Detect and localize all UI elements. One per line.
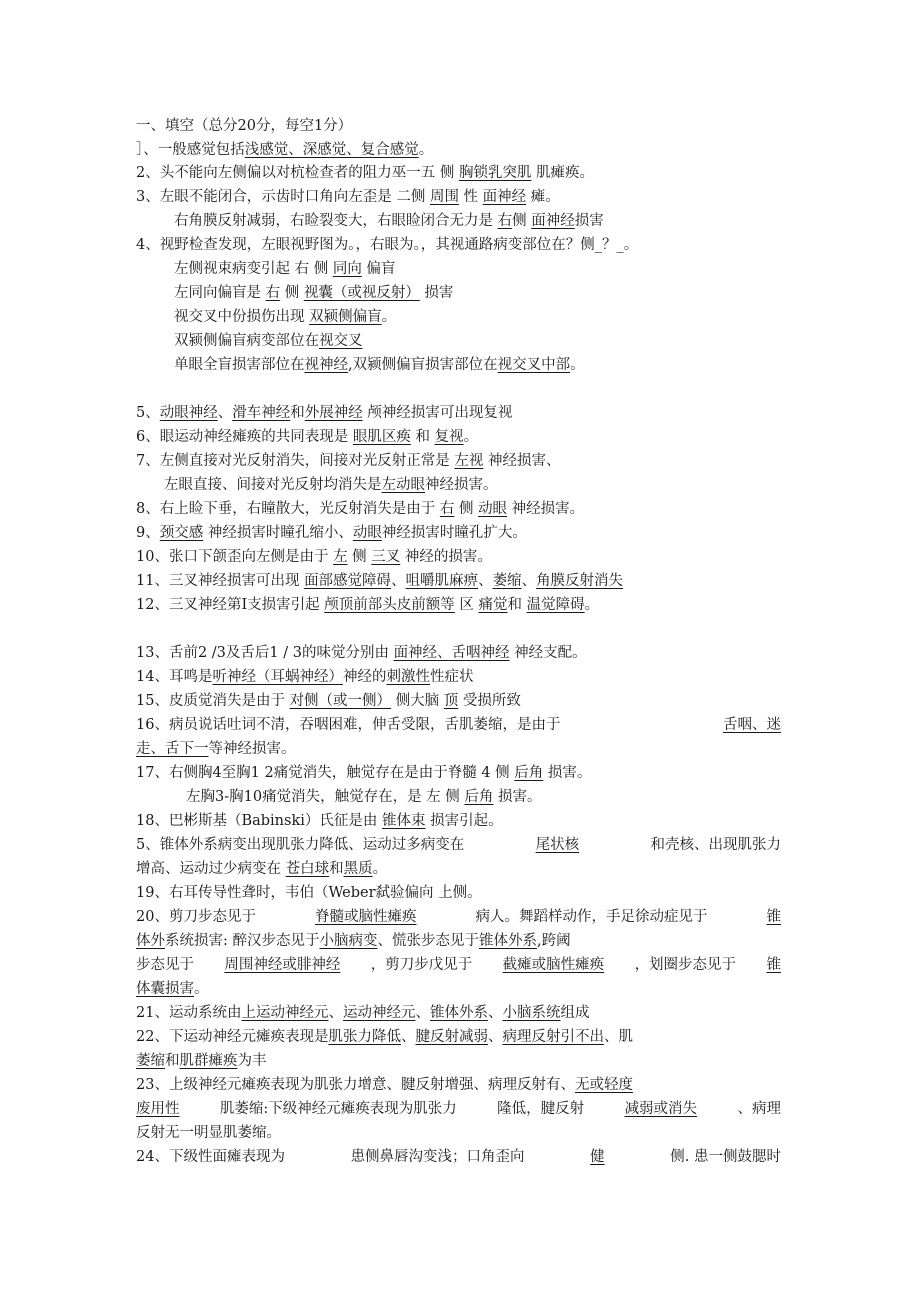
- text-line: [136, 955, 781, 975]
- answer-blank: 黑质: [343, 861, 373, 877]
- text-segment: 颅神经损害可出现复视: [362, 405, 513, 421]
- text-segment: 16、病员说话吐词不清，吞咽困难，伸舌受限，舌肌萎缩，是由于: [136, 717, 561, 733]
- answer-blank: 左视: [454, 453, 484, 469]
- answer-blank: 视交叉: [319, 333, 363, 349]
- text-segment: 4、视野检查发现，左眼视野图为。，右眼为。，其视通路病变部位在？侧_？_。: [136, 237, 639, 253]
- text-segment: 左侧视束病变引起 右 侧: [174, 261, 333, 277]
- text-segment: 侧: [347, 549, 372, 565]
- answer-blank: 小脑系统: [502, 1005, 561, 1021]
- answer-blank: 胸锁乳突肌: [458, 165, 532, 181]
- text-segment: 侧: [454, 501, 479, 517]
- text-segment: 3、左眼不能闭合，示齿时口角向左歪是 二侧: [136, 189, 430, 205]
- answer-blank: 颈交感: [159, 525, 204, 541]
- text-segment: 18、巴彬斯基（Babinski）氏征是由: [136, 813, 382, 829]
- text-segment: 肌瘫痪。: [531, 165, 595, 181]
- text-line: [136, 451, 560, 471]
- answer-blank: 听神经（耳蜗神经）: [212, 669, 343, 685]
- text-line: [136, 1099, 781, 1119]
- text-line: [174, 211, 604, 231]
- answer-blank: 后角: [514, 765, 544, 781]
- text-line: [174, 307, 396, 327]
- text-line: [136, 979, 209, 999]
- text-line: [136, 763, 591, 783]
- text-segment: 侧: [280, 285, 304, 301]
- answer-blank: 顶: [443, 693, 459, 709]
- text-segment: 损害引起。: [425, 813, 503, 829]
- answer-blank: 角膜反射消失: [536, 573, 624, 589]
- answer-blank: 面神经: [531, 213, 575, 229]
- answer-blank: 动眼神经: [159, 405, 218, 421]
- text-segment: 组成: [560, 1005, 590, 1021]
- text-segment: 神经支配。: [509, 645, 587, 661]
- answer-blank: 动眼: [478, 501, 508, 517]
- text-segment: 10、张口下颌歪向左侧是由于: [136, 549, 334, 565]
- text-line: [136, 1123, 281, 1143]
- answer-blank: 刺激性: [386, 669, 430, 685]
- text-segment: 和: [165, 1053, 180, 1069]
- text-segment: 13、舌前2 /3及舌后1 / 3的味觉分别由: [136, 645, 394, 661]
- text-line: [136, 811, 503, 831]
- text-segment: 性症状: [429, 669, 474, 685]
- text-segment: 等神经损害。: [208, 741, 296, 757]
- text-line: [164, 475, 498, 495]
- text-segment: 侧大脑: [391, 693, 444, 709]
- text-segment: 、: [415, 1005, 430, 1021]
- text-segment: 损害。: [543, 765, 592, 781]
- text-segment: 、: [478, 573, 493, 589]
- answer-blank: 舌咽、迷: [723, 717, 781, 733]
- text-line: [136, 1075, 633, 1095]
- text-line: [136, 523, 527, 543]
- text-line: [136, 187, 560, 207]
- text-segment: 20、剪刀步态见于: [136, 909, 256, 925]
- text-line: [136, 403, 512, 423]
- answer-blank: 复视: [434, 429, 464, 445]
- text-segment: 23、上级神经元瘫痪表现为肌张力增意、腱反射增强、病理反射有、: [136, 1077, 575, 1093]
- answer-blank: 腱反射减弱: [415, 1029, 488, 1045]
- text-segment: 侧: [512, 213, 532, 229]
- answer-blank: 眼肌区痪: [352, 429, 411, 445]
- answer-blank: 视交叉中部: [497, 357, 571, 373]
- text-segment: 隆低，腱反射: [497, 1101, 585, 1117]
- answer-blank: 右: [265, 285, 281, 301]
- answer-blank: 锥: [766, 909, 781, 925]
- text-segment: 肌萎缩:下级神经元瘫痪表现为肌张力: [219, 1101, 457, 1117]
- text-segment: 、: [391, 573, 406, 589]
- answer-blank: 周围神经或腓神经: [224, 957, 341, 973]
- answer-blank: 锥体束: [381, 813, 426, 829]
- text-line: [136, 427, 478, 447]
- text-segment: 和: [507, 597, 527, 613]
- answer-blank: 减弱或消失: [624, 1101, 698, 1117]
- text-line: [136, 163, 594, 183]
- text-segment: 和: [329, 861, 344, 877]
- text-line: [136, 835, 781, 855]
- text-segment: 一、填空（总分20分，每空1分）: [136, 118, 353, 134]
- text-segment: ］、一般感觉包括: [136, 142, 245, 158]
- text-segment: 、: [328, 1005, 343, 1021]
- text-segment: 12、三叉神经第Ⅰ支损害引起: [136, 597, 325, 613]
- text-segment: 性: [458, 189, 483, 205]
- text-segment: 。: [570, 357, 585, 373]
- text-segment: 19、右耳传导性聋时，韦伯（Weber弑验偏向 上侧。: [136, 885, 482, 901]
- answer-blank: 左: [333, 549, 348, 565]
- text-line: [136, 140, 433, 160]
- text-segment: 5、: [136, 405, 160, 421]
- text-segment: 。: [463, 429, 479, 445]
- text-segment: 侧. 患一侧鼓腮时: [670, 1149, 781, 1165]
- answer-blank: 萎缩: [136, 1053, 165, 1069]
- text-line: [174, 283, 453, 303]
- text-segment: 8、右上睑下垂，右瞳散大，光反射消失是由于: [136, 501, 440, 517]
- text-segment: 7、左侧直接对光反射消失，间接对光反射正常是: [136, 453, 455, 469]
- answer-blank: 三叉: [371, 549, 401, 565]
- text-segment: 、肌: [603, 1029, 633, 1045]
- answer-blank: 病理反射引不出: [502, 1029, 604, 1045]
- text-segment: 5、锥体外系病变出现肌张力降低、运动过多病变在: [136, 837, 465, 853]
- text-line: [136, 907, 781, 927]
- text-segment: 增高、运动过少病变在: [136, 861, 286, 877]
- text-segment: 6、眼运动神经瘫痪的共同表现是: [136, 429, 353, 445]
- text-segment: 神经的: [342, 669, 387, 685]
- text-segment: 神经的损害。: [400, 549, 492, 565]
- text-segment: 。: [194, 981, 209, 997]
- text-line: [136, 547, 492, 567]
- answer-blank: 肌群瘫痪: [179, 1053, 238, 1069]
- text-segment: ，划圈步态见于: [634, 957, 737, 973]
- text-segment: 患侧鼻唇沟变浅；口角歪向: [350, 1149, 525, 1165]
- answer-blank: 锥体外系: [429, 1005, 488, 1021]
- answer-blank: 温觉障碍: [526, 597, 585, 613]
- answer-blank: 颅顶前部头皮前额等: [324, 597, 455, 613]
- answer-blank: 截瘫或脑性瘫痪: [502, 957, 605, 973]
- text-line: [136, 571, 623, 591]
- text-line: [136, 859, 387, 879]
- text-line: [174, 331, 363, 351]
- text-segment: 、慌张步态见于: [377, 933, 479, 949]
- text-line: [136, 499, 584, 519]
- text-segment: 反射无一明显肌萎缩。: [136, 1125, 281, 1141]
- answer-blank: 废用性: [136, 1101, 180, 1117]
- text-segment: 24、下级性面瘫表现为: [136, 1149, 285, 1165]
- text-line: [136, 691, 521, 711]
- text-line: [136, 1051, 267, 1071]
- answer-blank: 面神经: [482, 189, 527, 205]
- answer-blank: 浅感觉、深感觉、复合感觉: [244, 142, 419, 158]
- answer-blank: 健: [590, 1149, 605, 1165]
- text-segment: ,双颍侧偏盲损害部位在: [348, 357, 498, 373]
- text-segment: 和: [290, 405, 305, 421]
- text-segment: 右角膜反射减弱，右睑裂变大，右眼睑闭合无力是: [174, 213, 498, 229]
- text-segment: 神经损害时瞳孔缩小、: [203, 525, 353, 541]
- answer-blank: 后角: [464, 789, 494, 805]
- text-segment: 11、三叉神经损害可出现: [136, 573, 305, 589]
- text-segment: 视交叉中份损伤出现: [174, 309, 310, 325]
- answer-blank: 咀嚼肌麻痹: [405, 573, 479, 589]
- answer-blank: 右: [497, 213, 513, 229]
- text-line: [136, 715, 781, 735]
- answer-blank: 肌张力降低: [328, 1029, 401, 1045]
- answer-blank: 锥体外系: [479, 933, 537, 949]
- text-segment: 左眼直接、间接对光反射均消失是: [164, 477, 382, 493]
- text-segment: 、: [487, 1029, 503, 1045]
- text-segment: 。: [418, 142, 434, 158]
- text-line: [136, 931, 571, 951]
- text-line: [174, 355, 585, 375]
- text-segment: 单眼全盲损害部位在: [174, 357, 305, 373]
- text-segment: 神经损害、: [483, 453, 561, 469]
- text-segment: 损害: [419, 285, 454, 301]
- answer-blank: 锥: [766, 957, 781, 973]
- text-segment: 22、下运动神经元瘫痪表现是: [136, 1029, 329, 1045]
- text-segment: 15、皮质觉消失是由于: [136, 693, 290, 709]
- answer-blank: 左动眼: [381, 477, 425, 493]
- text-segment: ，剪刀步戊见于: [370, 957, 473, 973]
- text-segment: 。: [372, 861, 388, 877]
- text-segment: 、病理: [737, 1101, 781, 1117]
- text-segment: 14、耳鸣是: [136, 669, 213, 685]
- text-line: [136, 643, 587, 663]
- text-segment: 瘫。: [526, 189, 560, 205]
- text-line: [136, 883, 482, 903]
- text-segment: 。: [381, 309, 397, 325]
- text-segment: 、: [217, 405, 233, 421]
- text-segment: 神经损害。: [425, 477, 498, 493]
- answer-blank: 体外: [136, 933, 165, 949]
- text-segment: 损害。: [493, 789, 542, 805]
- answer-blank: 尾状核: [535, 837, 580, 853]
- text-line: [136, 667, 473, 687]
- text-segment: 病人。舞蹈样动作，手足徐动症见于: [475, 909, 708, 925]
- answer-blank: 动眼: [352, 525, 382, 541]
- answer-blank: 周围: [429, 189, 459, 205]
- text-line: [174, 259, 395, 279]
- text-segment: 损害: [574, 213, 604, 229]
- text-segment: 、: [400, 1029, 416, 1045]
- answer-blank: 双颍侧偏盲: [309, 309, 382, 325]
- answer-blank: 萎缩: [492, 573, 522, 589]
- answer-blank: 脊髓或脑性瘫痪: [314, 909, 417, 925]
- text-segment: 和: [410, 429, 435, 445]
- answer-blank: 对侧（或一侧）: [289, 693, 392, 709]
- text-segment: 、: [521, 573, 537, 589]
- text-line: [186, 787, 542, 807]
- text-line: [136, 1027, 633, 1047]
- answer-blank: 面部感觉障碍: [304, 573, 392, 589]
- text-segment: 系统损害: 醉汉步态见于: [165, 933, 320, 949]
- answer-blank: 体囊损害: [136, 981, 194, 997]
- text-line: [136, 116, 352, 136]
- text-segment: 神经损害时瞳孔扩大。: [381, 525, 527, 541]
- answer-blank: 滑车神经: [232, 405, 291, 421]
- text-segment: 左胸3-胸10痛觉消失，触觉存在，是 左 侧: [186, 789, 465, 805]
- answer-blank: 运动神经元: [342, 1005, 416, 1021]
- text-segment: 和壳核、出现肌张力: [650, 837, 781, 853]
- text-line: [136, 595, 599, 615]
- answer-blank: 小脑病变: [319, 933, 378, 949]
- text-segment: 神经损害。: [507, 501, 585, 517]
- text-line: [136, 235, 638, 255]
- answer-blank: 痛觉: [478, 597, 508, 613]
- text-segment: 为丰: [237, 1053, 267, 1069]
- text-segment: 。: [584, 597, 600, 613]
- text-line: [136, 1003, 589, 1023]
- answer-blank: 无或轻度: [574, 1077, 633, 1093]
- text-segment: 9、: [136, 525, 160, 541]
- answer-blank: 苍白球: [285, 861, 330, 877]
- text-segment: 受损所致: [458, 693, 521, 709]
- text-line: [136, 1147, 781, 1167]
- text-segment: 17、右侧胸4至胸1 2痛觉消失，触觉存在是由于脊髓 4 侧: [136, 765, 515, 781]
- answer-blank: 视神经: [304, 357, 348, 373]
- answer-blank: 上运动神经元: [241, 1005, 329, 1021]
- answer-blank: 走、舌下一: [136, 741, 209, 757]
- answer-blank: 外展神经: [304, 405, 363, 421]
- text-segment: 区: [454, 597, 479, 613]
- text-segment: 左同向偏盲是: [174, 285, 266, 301]
- answer-blank: 同向: [332, 261, 362, 277]
- answer-blank: 面神经、舌咽神经: [393, 645, 510, 661]
- answer-blank: 视囊（或视反射）: [303, 285, 420, 301]
- text-segment: 、: [487, 1005, 503, 1021]
- text-segment: 21、运动系统由: [136, 1005, 242, 1021]
- text-segment: 步态见于: [136, 957, 194, 973]
- text-segment: 2、头不能向左侧偏以对杭检查者的阻力巫一五 侧: [136, 165, 459, 181]
- text-segment: ,跨阈: [537, 933, 571, 949]
- answer-blank: 右: [439, 501, 455, 517]
- text-line: [136, 739, 296, 759]
- text-segment: 双颍侧偏盲病变部位在: [174, 333, 319, 349]
- text-segment: 偏盲: [361, 261, 396, 277]
